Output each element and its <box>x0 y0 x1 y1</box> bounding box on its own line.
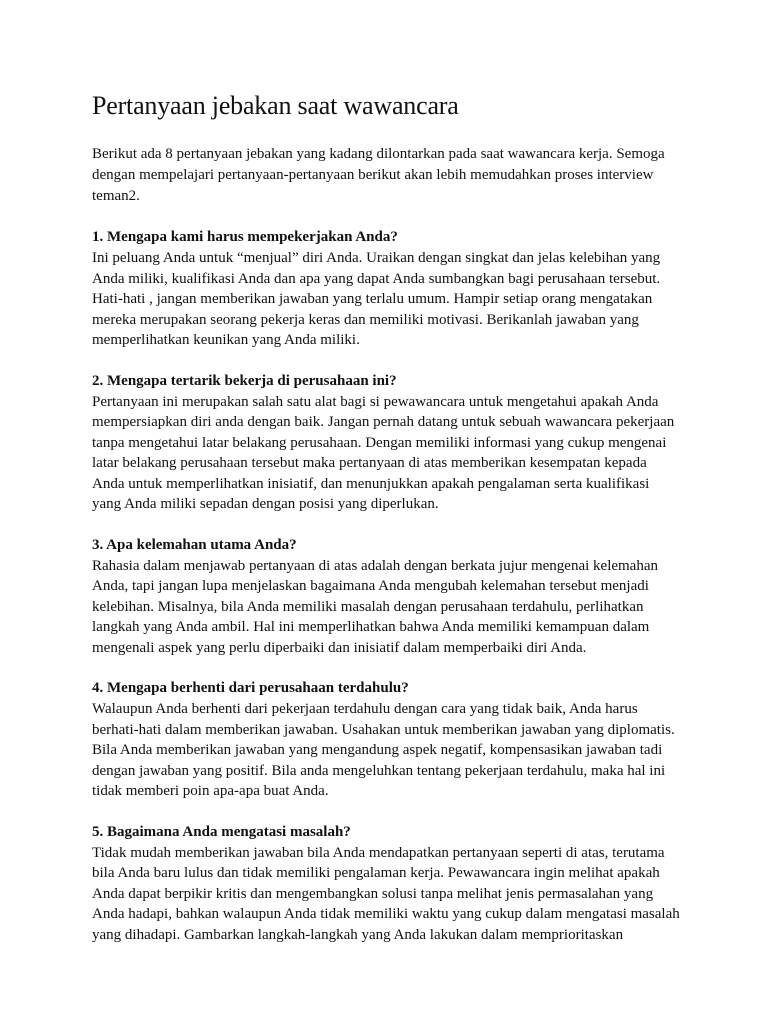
question-section-1 <box>92 227 682 351</box>
question-heading: 4. Mengapa berhenti dari perusahaan terdahulu? <box>92 680 409 696</box>
document-page <box>92 90 682 965</box>
answer-paragraph: Tidak mudah memberikan jawaban bila Anda mendapatkan pertanyaan seperti di atas, terutama bila Anda baru lulus dan tidak memiliki pengalaman kerja. Pewawancara ingin melihat apakah Anda dapat berpikir kritis dan mengembangkan solusi tanpa melihat jenis permasalahan yang Anda hadapi, bahkan walaupun Anda tidak memiliki waktu yang cukup dalam mengatasi masalah yang dihadapi. Gambarkan langkah-langkah yang Anda lakukan dalam memprioritaskan <box>92 844 680 943</box>
answer-paragraph: Walaupun Anda berhenti dari pekerjaan terdahulu dengan cara yang tidak baik, Anda harus berhati-hati dalam memberikan jawaban. Usahakan untuk memberikan jawaban yang diplomatis. Bila Anda memberikan jawaban yang mengandung aspek negatif, kompensasikan jawaban tadi dengan jawaban yang positif. Bila anda mengeluhkan tentang pekerjaan terdahulu, maka hal ini tidak memberi poin apa-apa buat Anda. <box>92 701 675 799</box>
question-heading: 2. Mengapa tertarik bekerja di perusahaan ini? <box>92 372 397 389</box>
question-section-4 <box>92 678 682 802</box>
intro-paragraph: Berikut ada 8 pertanyaan jebakan yang kadang dilontarkan pada saat wawancara kerja. Semoga dengan mempelajari pertanyaan-pertanyaan berikut akan lebih memudahkan proses interview teman2. <box>92 146 665 204</box>
answer-paragraph: Ini peluang Anda untuk “menjual” diri Anda. Uraikan dengan singkat dan jelas kelebihan yang Anda miliki, kualifikasi Anda dan apa yang dapat Anda sumbangkan bagi perusahaan tersebut. Hati-hati , jangan memberikan jawaban yang terlalu umum. Hampir setiap orang mengatakan mereka merupakan seorang pekerja keras dan memiliki motivasi. Berikanlah jawaban yang memperlihatkan keunikan yang Anda miliki. <box>92 250 661 348</box>
answer-paragraph: Rahasia dalam menjawab pertanyaan di atas adalah dengan berkata jujur mengenai kelemahan Anda, tapi jangan lupa menjelaskan bagaimana Anda mengubah kelemahan tersebut menjadi kelebihan. Misalnya, bila Anda memiliki masalah dengan perusahaan terdahulu, perlihatkan langkah yang Anda ambil. Hal ini memperlihatkan bahwa Anda memiliki kemampuan dalam mengenali aspek yang perlu diperbaiki dan inisiatif dalam memperbaiki diri Anda. <box>92 557 659 656</box>
document-title: Pertanyaan jebakan saat wawancara <box>92 91 459 120</box>
question-section-2 <box>92 371 682 515</box>
question-section-3 <box>92 535 682 659</box>
question-heading: 5. Bagaimana Anda mengatasi masalah? <box>92 823 351 840</box>
question-section-5 <box>92 822 682 946</box>
question-heading: 3. Apa kelemahan utama Anda? <box>92 536 297 553</box>
answer-paragraph: Pertanyaan ini merupakan salah satu alat bagi si pewawancara untuk mengetahui apakah Anda mempersiapkan diri anda dengan baik. Jangan pernah datang untuk sebuah wawancara pekerjaan tanpa mengetahui latar belakang perusahaan. Dengan memiliki informasi yang cukup mengenai latar belakang perusahaan tersebut maka pertanyaan di atas memberikan kesempatan kepada Anda untuk memperlihatkan inisiatif, dan menunjukkan apakah pengalaman serta kualifikasi yang Anda miliki sepadan dengan posisi yang diperlukan. <box>92 393 675 512</box>
question-heading: 1. Mengapa kami harus mempekerjakan Anda? <box>92 229 398 245</box>
